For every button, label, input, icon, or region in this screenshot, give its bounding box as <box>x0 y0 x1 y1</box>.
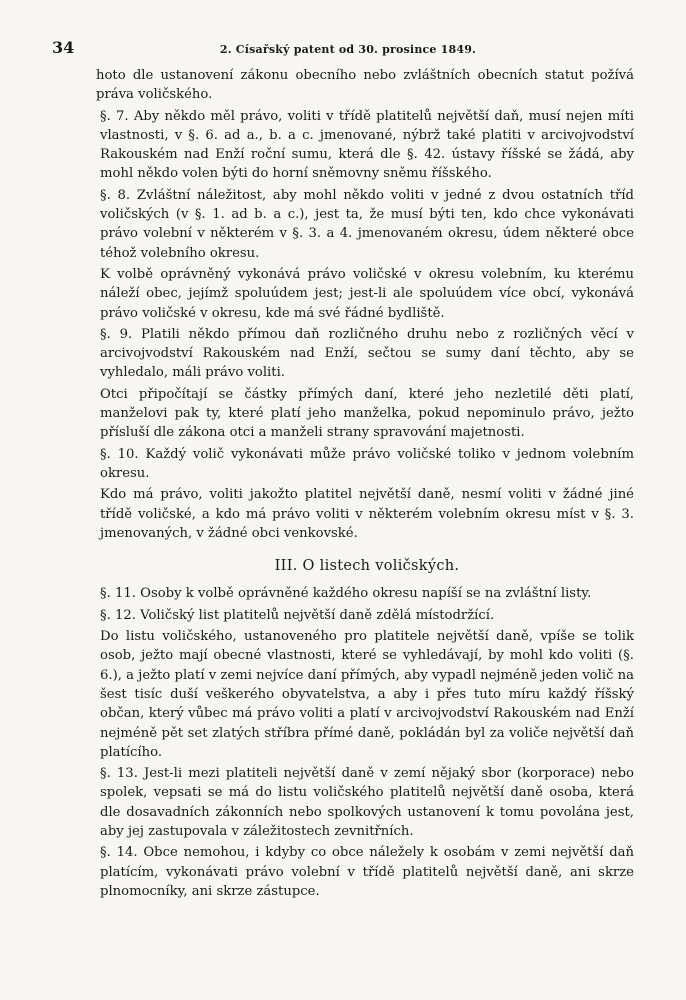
document-page <box>52 38 634 903</box>
paragraph-section-10-cont: Kdo má právo, voliti jakožto platitel největší daně, nesmí voliti v žádné jiné třídě voličské, a kdo má právo voliti v některém volebním okresu míst v §. 3. jmenovaných, v žádné obci venkovské. <box>100 487 634 541</box>
paragraph-section-13: §. 13. Jest-li mezi platiteli největší daně v zemí nějaký sbor (korporace) nebo spolek, vepsati se má do listu voličského platitelů největší daně osoba, která dle dosavadních zákonních nebo spolkových ustanovení k tomu povolána jest, aby jej zastupovala v záležitostech zevnitřních. <box>100 766 634 839</box>
page-number: 34 <box>52 38 75 57</box>
paragraph-section-11: §. 11. Osoby k volbě oprávněné každého okresu napíší se na zvláštní listy. <box>100 586 592 602</box>
paragraph-section-10: §. 10. Každý volič vykonávati může právo voličské toliko v jednom volebním okresu. <box>100 446 634 481</box>
paragraph-section-7: §. 7. Aby někdo měl právo, voliti v třídě platitelů největší daň, musí nejen míti vlastnosti, v §. 6. ad a., b. a c. jmenované, nýbrž také platiti v arcivojvodství Rakouském nad Enží roční sumu, která dle §. 42. ústavy říšské se žádá, aby mohl někdo volen býti do horní sněmovny sněmu říšského. <box>100 108 634 182</box>
paragraph-section-12: §. 12. Voličský list platitelů největší daně zdělá místodržící. <box>100 607 495 623</box>
paragraph-continuation: hoto dle ustanovení zákonu obecního nebo zvláštních obecních statut požívá práva voličského. <box>96 68 634 103</box>
paragraph-section-14: §. 14. Obce nemohou, i kdyby co obce náležely k osobám v zemi největší daň platícím, vykonávati právo volební v třídě platitelů největší daně, ani skrze plnomocníky, ani skrze zástupce. <box>100 845 634 899</box>
page-header <box>52 38 634 60</box>
paragraph-section-8-cont: K volbě oprávněný vykonává právo voličské v okresu volebním, ku kterému náleží obec, jejímž spoluúdem jest; jest-li ale spoluúdem více obcí, vykonává právo voličské v okresu, kde má své řádné bydliště. <box>100 266 634 321</box>
paragraph-section-9-cont: Otci připočítají se částky přímých daní, které jeho nezletilé děti platí, manželovi pak ty, které platí jeho manželka, pokud nepominulo právo, ježto přísluší dle zákona otci a manželi strany spravování majetnosti. <box>100 386 634 441</box>
running-head: 2. Císařský patent od 30. prosince 1849. <box>219 43 477 56</box>
document-body <box>52 66 634 901</box>
paragraph-section-9: §. 9. Platili někdo přímou daň rozličného druhu nebo z rozličných věcí v arcivojvodství Rakouském nad Enží, sečtou se sumy daní těchto, aby se vyhledalo, máli právo voliti. <box>100 326 634 381</box>
paragraph-section-8: §. 8. Zvláštní náležitost, aby mohl někdo voliti v jedné z dvou ostatních tříd voličských (v §. 1. ad b. a c.), jest ta, že musí býti ten, kdo chce vykonávati právo volební v některém v §. 3. a 4. jmenovaném okresu, údem některé obce téhož volebního okresu. <box>100 187 634 261</box>
paragraph-section-12-cont: Do listu voličského, ustanoveného pro platitele největší daně, vpíše se tolik osob, ježto mají obecné vlastnosti, které se vyhledávají, by mohl kdo voliti (§. 6.), a ježto platí v zemi nejvíce daní přímých, aby vypadl nejméně jeden volič na šest tisíc duší veškerého obyvatelstva, a aby i přes tuto míru každý říšský občan, který vůbec má právo voliti a platí v arcivojvodství Rakouském nad Enží nejméně pět set zlatých stříbra přímé daně, pokládán byl za voliče největší daň platícího. <box>100 629 634 760</box>
section-heading: III. O listech voličských. <box>274 558 460 575</box>
